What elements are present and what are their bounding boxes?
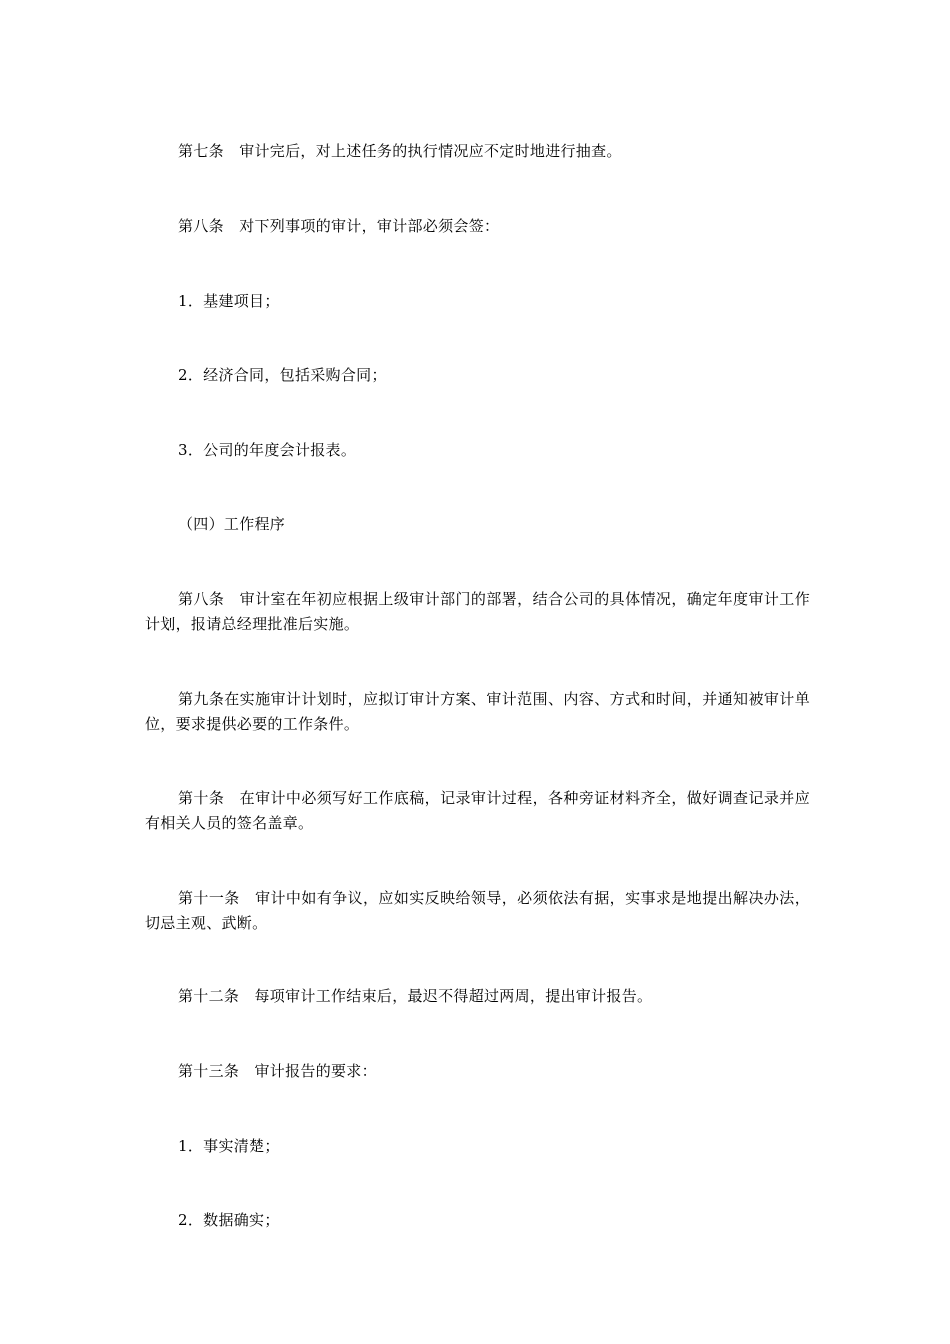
paragraph-article-10: 第十条 在审计中必须写好工作底稿，记录审计过程，各种旁证材料齐全，做好调查记录并应有相关人员的签名盖章。 [145,789,810,832]
list-item-annual-report: 3．公司的年度会计报表。 [178,441,357,459]
paragraph-article-13: 第十三条 审计报告的要求： [178,1062,377,1080]
list-item-facts-clear: 1．事实清楚； [178,1137,280,1155]
paragraph-article-12: 第十二条 每项审计工作结束后，最迟不得超过两周，提出审计报告。 [178,987,653,1005]
paragraph-article-8-cosign: 第八条 对下列事项的审计，审计部必须会签： [178,217,500,235]
list-item-construction: 1．基建项目； [178,292,280,310]
paragraph-article-7: 第七条 审计完后，对上述任务的执行情况应不定时地进行抽查。 [178,142,622,160]
paragraph-article-9: 第九条在实施审计计划时，应拟订审计方案、审计范围、内容、方式和时间，并通知被审计单位，要求提供必要的工作条件。 [145,690,810,733]
list-item-contracts: 2．经济合同，包括采购合同； [178,366,387,384]
section-heading-procedure: （四）工作程序 [178,515,286,533]
paragraph-article-8-plan: 第八条 审计室在年初应根据上级审计部门的部署，结合公司的具体情况，确定年度审计工作计划，报请总经理批准后实施。 [145,590,810,633]
list-item-data-accurate: 2．数据确实； [178,1211,280,1229]
paragraph-article-11: 第十一条 审计中如有争议，应如实反映给领导，必须依法有据，实事求是地提出解决办法，切忌主观、武断。 [145,889,810,932]
